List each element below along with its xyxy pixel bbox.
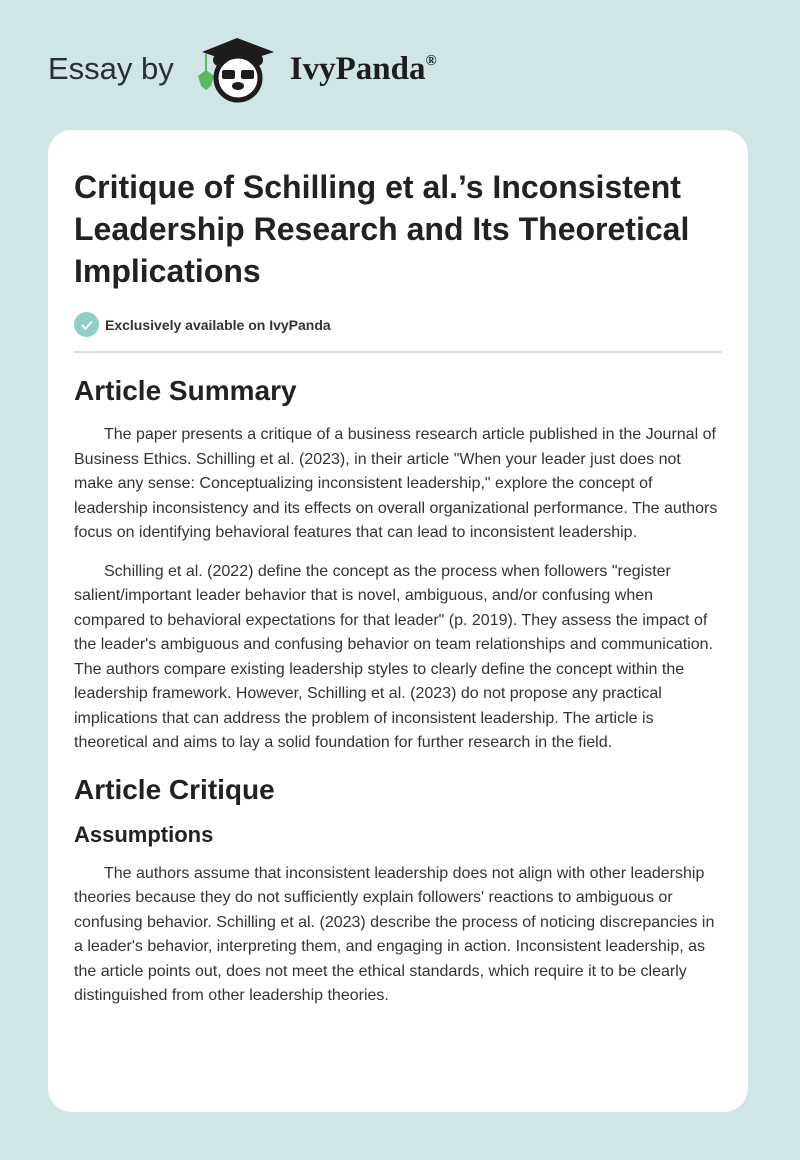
brand-header <box>48 34 437 104</box>
section-heading: Article Critique <box>74 773 275 805</box>
ivypanda-logo-text <box>290 51 437 88</box>
paragraph: The authors assume that inconsistent leadership does not align with other leadership theories because they do not sufficiently explain followers' reactions to ambiguous or confusing behavior. Schilling et al. (2023) describe the process of noticing discrepancies in a leader's behavior, interpreting them, and engaging in action. Inconsistent leadership, as the article points out, does not meet the ethical standards, which require it to be clearly distinguished from other leadership theories. <box>74 864 715 1004</box>
page-title: Critique of Schilling et al.’s Inconsistent Leadership Research and Its Theoretical Implications <box>74 169 690 289</box>
exclusive-label: Exclusively available on IvyPanda <box>105 316 331 333</box>
subsection-heading: Assumptions <box>74 821 214 847</box>
paragraph: The paper presents a critique of a business research article published in the Journal of Business Ethics. Schilling et al. (2023), in their article "When your leader just does not make any sense: Conceptualizing inconsistent leadership," explore the concept of leadership inconsistency and its effects on overall organizational performance. The authors focus on identifying behavioral features that can lead to inconsistent leadership. <box>74 426 718 541</box>
panda-logo-icon <box>192 34 282 104</box>
essay-by-label: Essay by <box>48 51 174 86</box>
paragraph: Schilling et al. (2022) define the concept as the process when followers "register salient/important leader behavior that is novel, ambiguous, and/or confusing when compared to behavioral expectations for that leader" (p. 2019). They assess the impact of the leader's ambiguous and confusing behavior on team relationships and communication. The authors compare existing leadership styles to clearly define the concept within the leadership framework. However, Schilling et al. (2023) do not propose any practical implications that can address the problem of inconsistent leadership. The article is theoretical and aims to lay a solid foundation for further research in the field. <box>74 562 713 751</box>
registered-mark: ® <box>425 52 437 69</box>
check-icon <box>74 312 99 337</box>
brand-name: IvyPanda <box>289 50 426 87</box>
essay-card <box>48 130 748 1112</box>
divider <box>74 351 722 353</box>
exclusive-badge <box>74 312 722 337</box>
section-heading: Article Summary <box>74 375 297 406</box>
